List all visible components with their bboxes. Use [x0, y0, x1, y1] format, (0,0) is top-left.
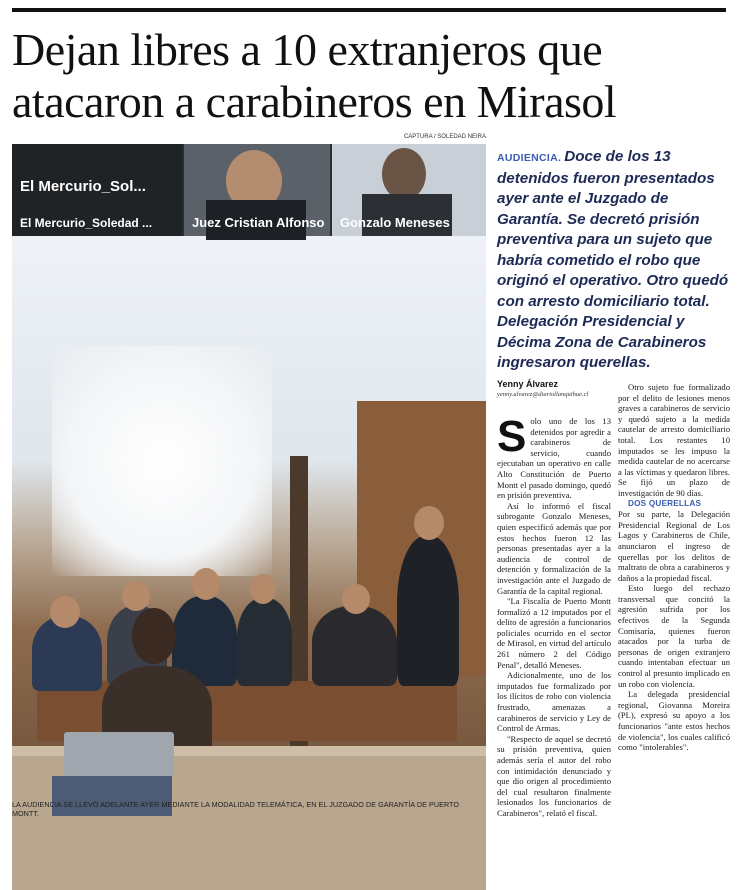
photo-caption: LA AUDIENCIA SE LLEVÓ ADELANTE AYER MEDIANTE LA MODALIDAD TELEMÁTICA, EN EL JUZGADO DE GARANTÍA DE PUERTO MONTT. — [12, 800, 459, 818]
officer-figure — [397, 536, 459, 686]
person-figure — [237, 598, 292, 686]
paragraph-text: olo uno de los 13 detenidos por agredir a carabineros de servicio, cuando ejecutaban un operativo en calle Alto Constitución de Puerto Montt el pasado domingo, quedó en prisión preventiva. — [497, 416, 611, 501]
person-head — [192, 568, 220, 600]
courtroom-scene — [12, 236, 486, 798]
body-paragraph — [497, 412, 611, 501]
section-subhead: DOS QUERELLAS — [628, 498, 702, 508]
drop-cap: S — [497, 412, 527, 461]
person-head — [414, 506, 444, 540]
body-paragraph: La delegada presidencial regional, Giovanna Moreira (PL), expresó su apoyo a los funcionarios "ante estos hechos de violencia", los cuales calificó como "intolerables". — [618, 689, 730, 753]
video-tile — [184, 144, 330, 236]
article-photo — [12, 144, 486, 798]
participant-name: El Mercurio_Sol... — [20, 178, 146, 195]
video-tile — [332, 144, 486, 236]
lede-kicker: AUDIENCIA. — [497, 152, 562, 164]
article-lede — [497, 147, 733, 374]
video-call-bar — [12, 144, 486, 236]
body-paragraph: Otro sujeto fue formalizado por el delito de lesiones menos graves a carabineros de servicio y quedó sujeto a la medida cautelar de arresto domiciliario total. Los restantes 10 imputados se les impuso la medida cautelar de no acercarse a las víctimas y quedaron libres. Se fijó un plazo de investigación de 90 días. — [618, 382, 730, 498]
body-paragraph: Adicionalmente, uno de los imputados fue formalizado por los ilícitos de robo con violencia frustrado, amenazas a carabineros de servicio y Ley de Control de Armas. — [497, 670, 611, 734]
headline: Dejan libres a 10 extranjeros que atacaron a carabineros en Mirasol — [12, 24, 617, 127]
person-figure — [312, 606, 397, 686]
participant-name: Juez Cristian Alfonso — [192, 215, 325, 230]
body-paragraph: Por su parte, la Delegación Presidencial Regional de Los Lagos y Carabineros de Chile, anunciaron el ingreso de querellas por los delitos de maltrato de obra a carabineros y daños a la propiedad fiscal. — [618, 509, 730, 583]
participant-name: El Mercurio_Soledad ... — [20, 216, 153, 230]
body-paragraph: "La Fiscalía de Puerto Montt formalizó a 12 imputados por el delito de agresión a funcionarios policiales ocurrido en el sector de Mirasol, en virtud del artículo 261 número 2 del Código Penal", detalló Meneses. — [497, 596, 611, 670]
author-name: Yenny Álvarez — [497, 379, 559, 389]
participant-name: Gonzalo Meneses — [340, 215, 450, 230]
person-head — [342, 584, 370, 614]
person-head — [250, 574, 276, 604]
person-head — [122, 581, 150, 611]
top-rule — [12, 8, 726, 12]
article-column-1 — [497, 412, 611, 818]
body-paragraph: Así lo informó el fiscal subrogante Gonzalo Meneses, quien especificó además que por estos hechos fueron 12 las personas presentadas ayer a la audiencia de control de detención y formalización de la investigación ante el Juzgado de Garantía de la capital regional. — [497, 500, 611, 596]
laptop — [64, 732, 174, 776]
window-light — [52, 346, 272, 576]
prosecutor-face — [382, 148, 426, 200]
photo-credit: CAPTURA / SOLEDAD NEIRA — [403, 134, 486, 140]
person-head — [132, 608, 176, 664]
person-head — [50, 596, 80, 628]
lede-text: Doce de los 13 detenidos fueron presentados ayer ante el Juzgado de Garantía. Se decretó prisión preventiva para un sujeto que habría cometido el robo que originó el operativo. Otro quedó con arresto domiciliario total. Delegación Presidencial y Décima Zona de Carabineros ingresaron querellas. — [497, 148, 729, 371]
article-column-2 — [618, 382, 730, 796]
body-paragraph: Esto luego del rechazo transversal que concitó la agresión sufrida por los efectivos de la Segunda Comisaría, quienes fueron atacados por la turba de personas de origen extranjero cuando intentaban efectuar un control al presunto implicado en un robo con violencia. — [618, 583, 730, 689]
author-email: yenny.alvarez@diariollanquihue.cl — [497, 391, 589, 398]
video-tile — [12, 144, 182, 236]
body-paragraph: "Respecto de aquel se decretó su prisión preventiva, quien además sería el autor del robo con intimidación denunciado y que dio origen al procedimiento del cual resultaron finalmente lesionados los funcionarios de Carabineros", relató el fiscal. — [497, 733, 611, 818]
